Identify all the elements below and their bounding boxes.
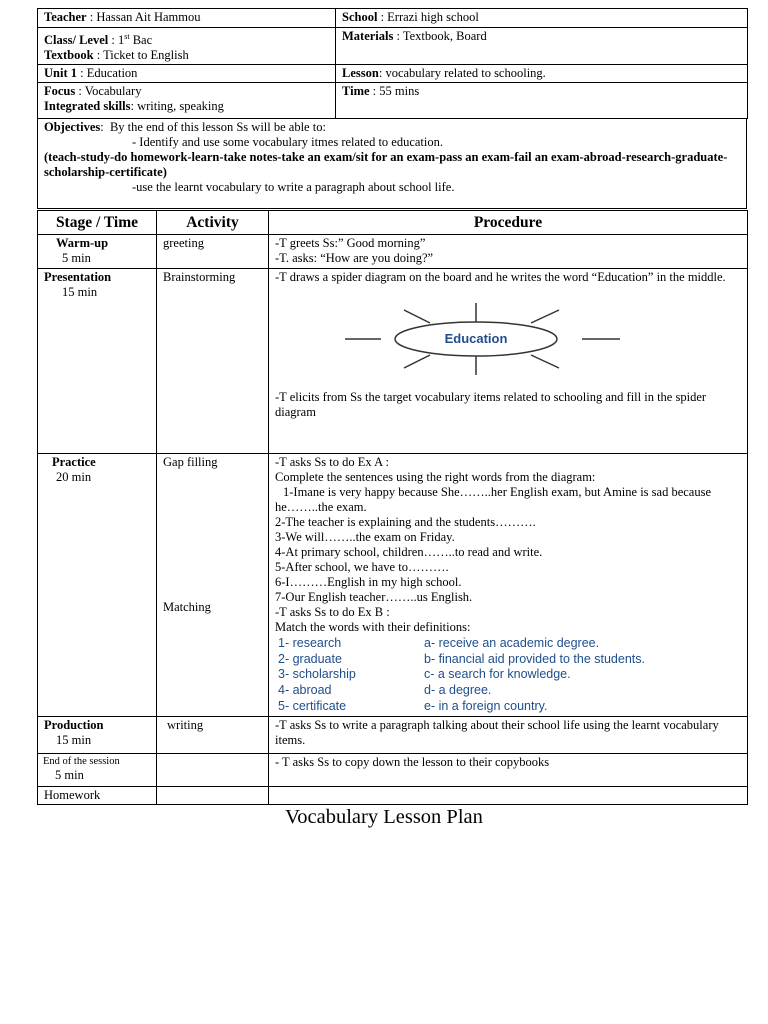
school-cell: School : Errazi high school [336,9,748,28]
warmup-procedure [269,235,748,269]
practice-line-9: 7-Our English teacher……..us English. [275,590,473,604]
header-procedure: Procedure [269,211,748,235]
time-label: Time [342,84,370,99]
materials-cell: Materials : Textbook, Board [336,28,748,65]
matching-row [275,652,741,668]
class-sup: st [124,32,130,41]
objectives-item-1: - Identify and use some vocabulary itmes related to education. [132,135,444,149]
materials-label: Materials [342,29,394,43]
warmup-stage-cell [38,235,157,269]
header-table [37,8,748,119]
practice-line-5: 3-We will……..the exam on Friday. [275,530,455,544]
production-stage-cell [38,716,157,753]
lesson-cell: Lesson: vocabulary related to schooling. [336,65,748,83]
production-stage: Production [44,717,104,732]
plan-header-row [38,211,748,235]
practice-line-3: 1-Imane is very happy because She……..her English exam, but Amine is sad because he……..the exam. [275,485,712,514]
production-time: 15 min [56,732,92,747]
focus-value: Vocabulary [84,84,142,99]
practice-line-7: 5-After school, we have to………. [275,560,449,574]
practice-stage-cell [38,454,157,717]
warmup-time: 5 min [62,251,91,265]
end-session-row [38,753,748,786]
objectives-intro: By the end of this lesson Ss will be able to: [109,120,326,134]
practice-activity-2: Matching [163,600,211,614]
matching-word: 4- abroad [278,683,332,698]
focus-label: Focus [44,84,76,99]
production-activity [157,716,269,753]
homework-stage: Homework [38,786,157,804]
presentation-row [38,269,748,454]
lesson-plan-table [37,210,748,805]
presentation-stage: Presentation [44,270,112,284]
presentation-line-1: -T draws a spider diagram on the board and he writes the word “Education” in the middle. [275,270,726,284]
production-activity-text: writing [167,717,204,732]
matching-definition: d- a degree. [424,683,492,698]
textbook-label: Textbook [44,48,94,63]
skills-value: writing, speaking [137,99,224,114]
unit-value: Education [86,66,138,81]
lesson-value: vocabulary related to schooling. [385,66,546,81]
class-textbook-cell: Class/ Level : 1st Bac Textbook : Ticket to English [38,28,336,65]
practice-time: 20 min [56,470,92,484]
focus-skills-cell: Focus : Vocabulary Integrated skills: writing, speaking [38,83,336,119]
practice-line-6: 4-At primary school, children……..to read and write. [275,545,543,559]
matching-word: 1- research [278,636,342,650]
production-row [38,716,748,753]
production-procedure: -T asks Ss to write a paragraph talking about their school life using the learnt vocabulary items. [269,716,748,753]
teacher-label: Teacher [44,10,87,24]
materials-value: Textbook, Board [402,29,487,43]
practice-row [38,454,748,717]
class-rest: Bac [132,33,153,48]
objectives-table [37,118,747,209]
presentation-time: 15 min [62,285,98,299]
end-session-stage-cell [38,753,157,786]
end-session-procedure: - T asks Ss to copy down the lesson to their copybooks [269,753,748,786]
unit-cell: Unit 1 : Education [38,65,336,83]
matching-row [275,636,741,652]
homework-row [38,786,748,804]
school-label: School [342,10,378,24]
warmup-row [38,235,748,269]
matching-row [275,667,741,683]
warmup-line-2: -T. asks: “How are you doing?” [275,251,434,265]
objectives-vocab-list: (teach-study-do homework-learn-take notes-take an exam/sit for an exam-pass an exam-fail an exam-abroad-research-graduate-scholarship-certificate) [44,150,728,179]
spider-diagram [275,285,741,390]
matching-row [275,699,741,715]
presentation-line-2: -T elicits from Ss the target vocabulary items related to schooling and fill in the spider diagram [275,390,707,419]
presentation-stage-cell [38,269,157,454]
matching-definition: e- in a foreign country. [424,698,548,713]
school-value: Errazi high school [387,10,479,24]
class-number: 1 [117,33,125,48]
warmup-stage: Warm-up [56,236,109,250]
practice-activity-1: Gap filling [163,455,218,469]
diagram-word: Education [444,331,508,346]
objectives-label: Objectives [44,120,101,134]
end-session-stage: End of the session [43,755,120,767]
matching-word: 3- scholarship [278,667,356,682]
class-label: Class/ Level [44,33,109,48]
practice-line-8: 6-I………English in my high school. [275,575,462,589]
matching-word: 5- certificate [278,698,347,713]
header-activity: Activity [157,211,269,235]
practice-stage: Practice [52,455,96,469]
footer-title: Vocabulary Lesson Plan [285,806,483,828]
practice-activity-cell [157,454,269,717]
practice-line-2: Complete the sentences using the right words from the diagram: [275,470,596,484]
homework-activity [157,786,269,804]
practice-line-1: -T asks Ss to do Ex A : [275,455,390,469]
header-stage: Stage / Time [38,211,157,235]
end-session-activity [157,753,269,786]
objectives-cell: Objectives: By the end of this lesson Ss will be able to: - Identify and use some vocabulary itmes related to education. (teach-study-do homework-learn-take notes-take an exam/sit for an exam-pass an exam-fail an exam-abroad-research-graduate-scholarship-certificate) -use the learnt vocabulary to write a paragraph about school life. [38,119,747,209]
time-cell: Time : 55 mins [336,83,748,119]
matching-row [275,683,741,699]
textbook-value: Ticket to English [103,48,189,63]
presentation-activity: Brainstorming [157,269,269,454]
homework-procedure [269,786,748,804]
warmup-activity: greeting [157,235,269,269]
practice-line-11: Match the words with their definitions: [275,620,471,634]
time-value: 55 mins [379,84,420,99]
unit-label: Unit 1 [44,66,77,81]
matching-definition: a- receive an academic degree. [424,636,600,650]
end-session-time: 5 min [55,767,84,782]
practice-procedure [269,454,748,717]
objectives-item-2: -use the learnt vocabulary to write a paragraph about school life. [132,180,455,194]
teacher-value: Hassan Ait Hammou [96,10,201,24]
teacher-cell: Teacher : Hassan Ait Hammou [38,9,336,28]
practice-line-10: -T asks Ss to do Ex B : [275,605,390,619]
matching-word: 2- graduate [278,651,342,666]
matching-definition: c- a search for knowledge. [424,667,571,682]
matching-list [275,636,741,715]
practice-line-4: 2-The teacher is explaining and the students………. [275,515,536,529]
matching-definition: b- financial aid provided to the students. [424,651,645,666]
skills-label: Integrated skills [44,99,131,114]
lesson-label: Lesson [342,66,379,81]
warmup-line-1: -T greets Ss:” Good morning” [275,236,426,250]
presentation-procedure [269,269,748,454]
